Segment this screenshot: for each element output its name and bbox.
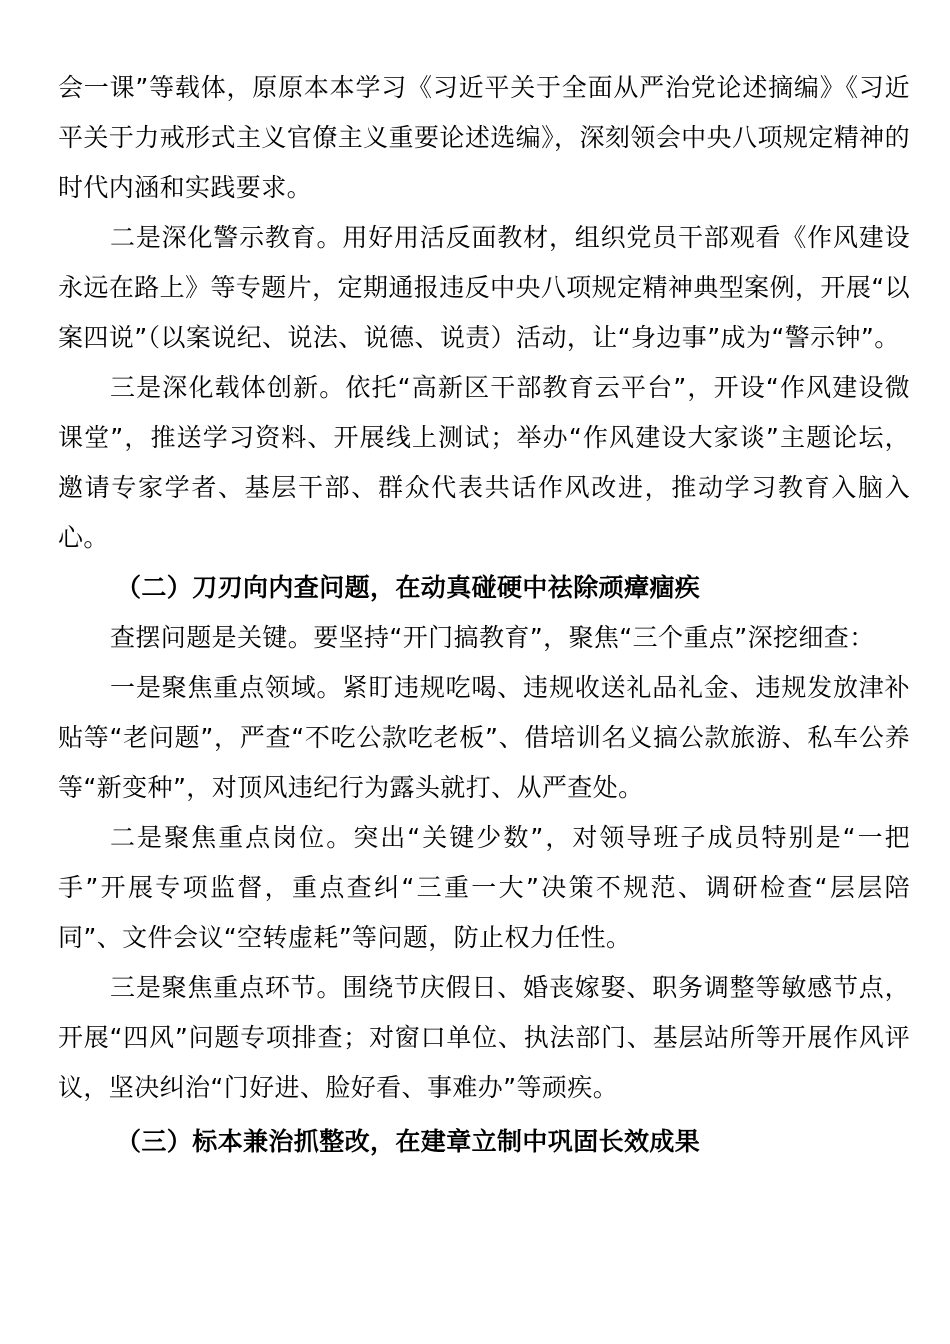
section-heading-3: （三）标本兼治抓整改，在建章立制中巩固长效成果 [116,1127,701,1156]
paragraph-key-positions: 二是聚焦重点岗位。突出“关键少数”，对领导班子成员特别是“一把手”开展专项监督，重点查纠“三重一大”决策不规范、调研检查“层层陪同”、文件会议“空转虚耗”等问题，防止权力任性。 [58,823,910,952]
paragraph-carrier-innovation: 三是深化载体创新。依托“高新区干部教育云平台”，开设“作风建设微课堂”，推送学习资料、开展线上测试；举办“作风建设大家谈”主题论坛，邀请专家学者、基层干部、群众代表共话作风改进，推动学习教育入脑入心。 [58,373,910,552]
paragraph-key-areas: 一是聚焦重点领域。紧盯违规吃喝、违规收送礼品礼金、违规发放津补贴等“老问题”，严查“不吃公款吃老板”、借培训名义搞公款旅游、私车公养等“新变种”，对顶风违纪行为露头就打、从严查处。 [58,673,910,802]
paragraph-key-links: 三是聚焦重点环节。围绕节庆假日、婚丧嫁娶、职务调整等敏感节点，开展“四风”问题专项排查；对窗口单位、执法部门、基层站所等开展作风评议，坚决纠治“门好进、脸好看、事难办”等顽疾。 [58,973,910,1102]
paragraph-problem-finding: 查摆问题是关键。要坚持“开门搞教育”，聚焦“三个重点”深挖细查： [110,623,875,652]
section-heading-2: （二）刀刃向内查问题，在动真碰硬中祛除顽瘴痼疾 [116,573,701,602]
paragraph-continuation: 会一课”等载体，原原本本学习《习近平关于全面从严治党论述摘编》《习近平关于力戒形式主义官僚主义重要论述选编》，深刻领会中央八项规定精神的时代内涵和实践要求。 [58,73,910,202]
document-page [58,63,910,1167]
paragraph-warning-education: 二是深化警示教育。用好用活反面教材，组织党员干部观看《作风建设永远在路上》等专题片，定期通报违反中央八项规定精神典型案例，开展“以案四说”（以案说纪、说法、说德、说责）活动，让“身边事”成为“警示钟”。 [58,223,910,352]
